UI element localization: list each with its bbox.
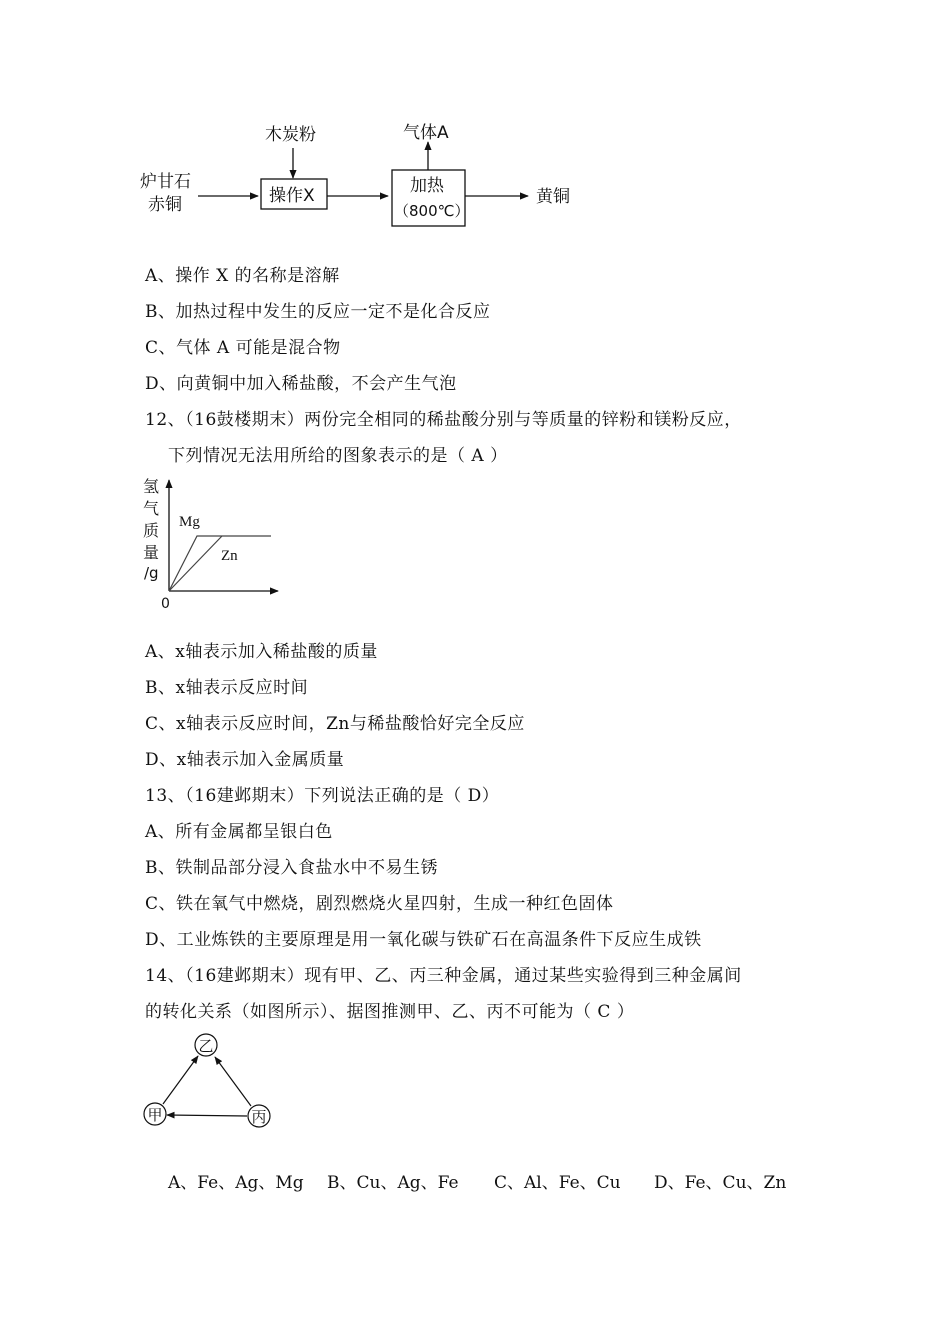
q12-option-b: B、x轴表示反应时间 <box>145 678 309 698</box>
q14-stem-line2: 的转化关系（如图所示）、据图推测甲、乙、丙不可能为（ C ） <box>145 1002 635 1022</box>
flow-diagram <box>130 118 590 238</box>
q12-stem-line1: 12、（16鼓楼期末）两份完全相同的稀盐酸分别与等质量的锌粉和镁粉反应， <box>145 410 742 430</box>
q11-option-c: C、气体 A 可能是混合物 <box>145 338 341 358</box>
q13-option-b: B、铁制品部分浸入食盐水中不易生锈 <box>145 858 438 878</box>
graph-line-zn <box>169 536 222 591</box>
node-top-label: 乙 <box>198 1037 214 1055</box>
graph-ylabel-4: 量 <box>143 543 160 562</box>
q12-option-d: D、x轴表示加入金属质量 <box>145 750 345 770</box>
q14-option-a: A、Fe、Ag、Mg <box>168 1173 304 1193</box>
flow-step1: 操作X <box>269 186 315 206</box>
q13-option-c: C、铁在氧气中燃烧，剧烈燃烧火星四射，生成一种红色固体 <box>145 894 614 914</box>
q13-option-a: A、所有金属都呈银白色 <box>145 822 333 842</box>
q14-option-b: B、Cu、Ag、Fe <box>327 1173 459 1193</box>
q12-option-a: A、x轴表示加入稀盐酸的质量 <box>145 642 378 662</box>
flow-step2: 加热 <box>410 176 444 196</box>
arrow-right-to-left <box>167 1115 247 1116</box>
q12-option-c: C、x轴表示反应时间，Zn与稀盐酸恰好完全反应 <box>145 714 525 734</box>
q13-option-d: D、工业炼铁的主要原理是用一氧化碳与铁矿石在高温条件下反应生成铁 <box>145 930 702 950</box>
graph-ylabel-2: 气 <box>143 499 160 518</box>
graph-label-zn: Zn <box>221 548 238 564</box>
metal-conversion-diagram <box>135 1030 280 1135</box>
graph-yunit: /g <box>144 564 159 582</box>
flow-product: 黄铜 <box>536 187 570 207</box>
flow-additive: 木炭粉 <box>265 125 316 145</box>
flow-input1: 炉甘石 <box>140 172 191 192</box>
q11-option-d: D、向黄铜中加入稀盐酸，不会产生气泡 <box>145 374 457 394</box>
node-left-label: 甲 <box>147 1106 163 1124</box>
graph-label-mg: Mg <box>179 514 200 530</box>
arrow-right-to-top <box>215 1057 251 1106</box>
hydrogen-mass-graph <box>135 470 295 615</box>
arrow-left-to-top <box>163 1056 198 1104</box>
q14-stem-line1: 14、（16建邺期末）现有甲、乙、丙三种金属，通过某些实验得到三种金属间 <box>145 966 742 986</box>
q11-option-b: B、加热过程中发生的反应一定不是化合反应 <box>145 302 491 322</box>
graph-origin: 0 <box>161 596 170 612</box>
graph-ylabel-3: 质 <box>143 521 160 540</box>
q14-option-c: C、Al、Fe、Cu <box>494 1173 621 1193</box>
graph-line-mg <box>169 536 271 591</box>
flow-gas: 气体A <box>403 123 449 143</box>
q13-stem: 13、（16建邺期末）下列说法正确的是（ D） <box>145 786 500 806</box>
node-right-label: 丙 <box>251 1108 267 1126</box>
flow-step2-temp: （800℃） <box>394 202 470 220</box>
q14-option-d: D、Fe、Cu、Zn <box>654 1173 787 1193</box>
graph-ylabel-1: 氢 <box>143 477 160 496</box>
q12-stem-line2: 下列情况无法用所给的图象表示的是（ A ） <box>168 446 508 466</box>
q11-option-a: A、操作 X 的名称是溶解 <box>145 266 340 286</box>
flow-input2: 赤铜 <box>148 195 182 215</box>
